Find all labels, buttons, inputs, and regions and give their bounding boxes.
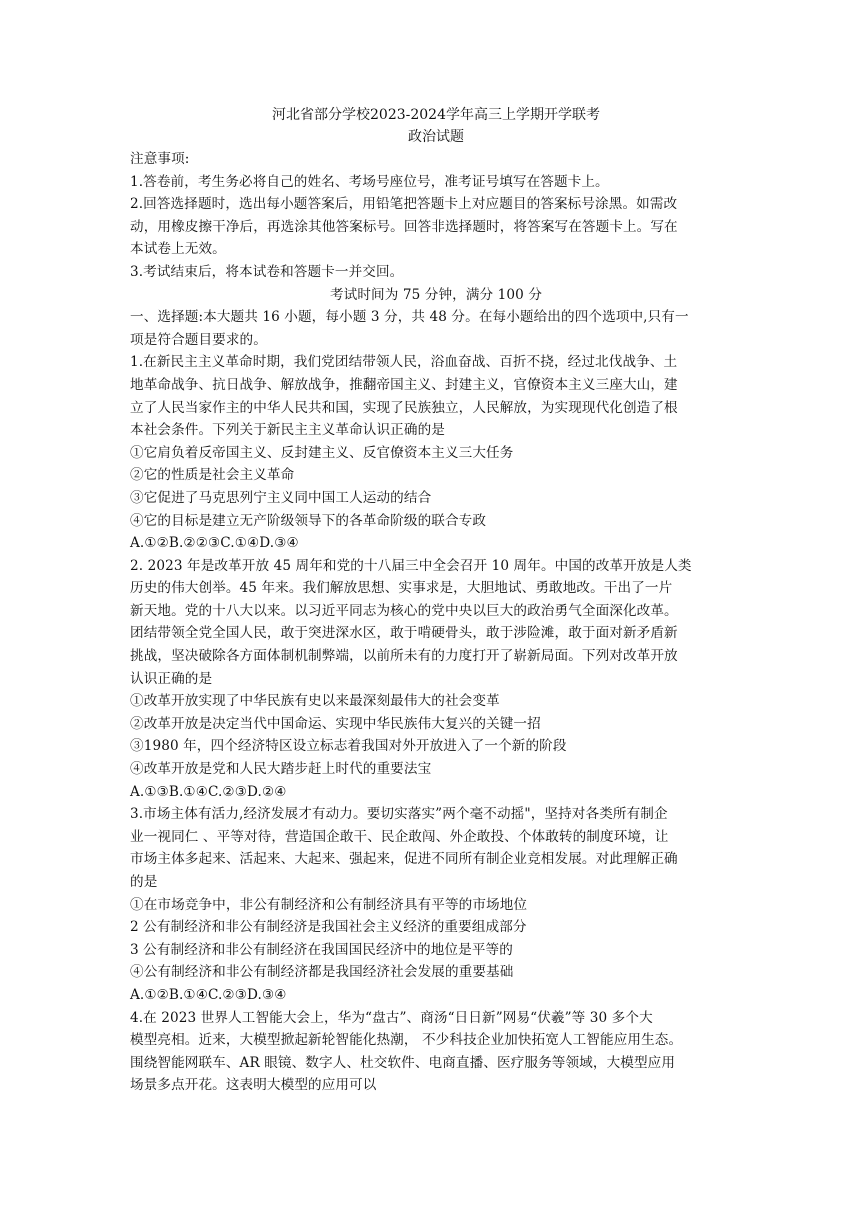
option-statement: ④改革开放是党和人民大踏步赶上时代的重要法宝 — [130, 761, 432, 778]
option-statement: ②它的性质是社会主义革命 — [130, 467, 295, 484]
question-line: 新天地。党的十八大以来。以习近平同志为核心的党中央以巨大的政治勇气全面深化改革。 — [130, 602, 678, 619]
option-statement: ④它的目标是建立无产阶级领导下的各革命阶级的联合专政 — [130, 512, 487, 529]
exam-time-info: 考试时间为 75 分钟，满分 100 分 — [329, 286, 543, 303]
notice-heading: 注意事项: — [130, 151, 190, 167]
exam-subject: 政治试题 — [408, 129, 464, 145]
question-2 — [130, 555, 742, 804]
exam-title: 河北省部分学校2023-2024学年高三上学期开学联考 — [272, 107, 600, 123]
question-line: 地革命战争、抗日战争、解放战争，推翻帝国主义、封建主义，官僚资本主义三座大山，建 — [130, 376, 678, 393]
question-3 — [130, 803, 742, 1006]
question-line: 1.在新民主主义革命时期，我们党团结带领人民，浴血奋战、百折不挠，经过北伐战争、土 — [130, 354, 678, 371]
answer-choices: A.①②B.①④C.②③D.③④ — [130, 986, 287, 1003]
option-statement: ①改革开放实现了中华民族有史以来最深刻最伟大的社会变革 — [130, 693, 500, 710]
notice-line: 2.回答选择题时，选出每小题答案后，用铅笔把答题卡上对应题目的答案标号涂黑。如需改 — [130, 196, 678, 213]
question-line: 认识正确的是 — [130, 670, 213, 687]
section-line: 项是符合题目要求的。 — [130, 331, 267, 348]
question-line: 场景多点开花。这表明大模型的应用可以 — [130, 1077, 377, 1094]
option-statement: ④公有制经济和非公有制经济都是我国经济社会发展的重要基础 — [130, 964, 514, 981]
question-line: 4.在 2023 世界人工智能大会上，华为“盘古”、商汤“日日新”网易“伏羲”等 30 多个大 — [130, 1009, 653, 1026]
option-statement: 2 公有制经济和非公有制经济是我国社会主义经济的重要组成部分 — [130, 919, 527, 936]
option-statement: ①它肩负着反帝国主义、反封建主义、反官僚资本主义三大任务 — [130, 444, 514, 461]
option-statement: ①在市场竞争中，非公有制经济和公有制经济具有平等的市场地位 — [130, 896, 528, 913]
option-statement: ②改革开放是决定当代中国命运、实现中华民族伟大复兴的关键一招 — [130, 715, 541, 732]
notice-line: 本试卷上无效。 — [130, 241, 226, 258]
question-line: 立了人民当家作主的中华人民共和国，实现了民族独立，人民解放，为实现现代化创造了根 — [130, 399, 678, 416]
question-line: 挑战，坚决破除各方面体制机制弊端，以前所未有的力度打开了崭新局面。下列对改革开放 — [130, 648, 678, 665]
option-statement: ③它促进了马克思列宁主义同中国工人运动的结合 — [130, 489, 432, 506]
section-line: 一、选择题:本大题共 16 小题，每小题 3 分，共 48 分。在每小题给出的四个选项中,只有一 — [130, 309, 689, 326]
answer-choices: A.①②B.②②③C.①④D.③④ — [130, 535, 299, 552]
question-line: 历史的伟大创举。45 年来。我们解放思想、实事求是，大胆地试、勇敢地改。干出了一片 — [130, 580, 673, 597]
question-line: 团结带领全党全国人民，敢于突进深水区，敢于啃硬骨头，敢于涉险滩，敢于面对新矛盾新 — [130, 625, 678, 642]
notice-line: 3.考试结束后，将本试卷和答题卡一并交回。 — [130, 263, 404, 280]
question-line: 市场主体多起来、活起来、大起来、强起来，促进不同所有制企业竞相发展。对此理解正确 — [130, 851, 678, 868]
question-line: 模型亮相。近来，大模型掀起新轮智能化热潮， 不少科技企业加快拓宽人工智能应用生态。 — [130, 1032, 683, 1049]
section-instructions — [130, 306, 742, 351]
answer-choices: A.①③B.①④C.②③D.②④ — [130, 783, 287, 800]
question-line: 本社会条件。下列关于新民主主义革命认识正确的是 — [130, 422, 445, 439]
question-1 — [130, 351, 742, 554]
notice-line: 动，用橡皮擦干净后，再选涂其他答案标号。回答非选择题时，将答案写在答题卡上。写在 — [130, 218, 678, 235]
question-line: 围绕智能网联车、AR 眼镜、数字人、杜交软件、电商直播、医疗服务等领域，大模型应用 — [130, 1054, 676, 1071]
question-4 — [130, 1007, 742, 1097]
notice-block — [130, 148, 742, 284]
question-line: 2. 2023 年是改革开放 45 周年和党的十八届三中全会召开 10 周年。中国的改革开放是人类 — [130, 557, 692, 574]
question-line: 业一视同仁 、平等对待，营造国企敢干、民企敢闯、外企敢投、个体敢转的制度环境，让 — [130, 828, 669, 845]
notice-line: 1.答卷前，考生务必将自己的姓名、考场号座位号，准考证号填写在答题卡上。 — [130, 173, 609, 190]
question-line: 的是 — [130, 874, 158, 890]
option-statement: 3 公有制经济和非公有制经济在我国国民经济中的地位是平等的 — [130, 941, 513, 958]
question-line: 3.市场主体有活力,经济发展才有动力。要切实落实”两个毫不动摇"，坚持对各类所有制企 — [130, 806, 668, 823]
exam-paper-page — [130, 104, 742, 1097]
option-statement: ③1980 年，四个经济特区设立标志着我国对外开放进入了一个新的阶段 — [130, 738, 567, 755]
